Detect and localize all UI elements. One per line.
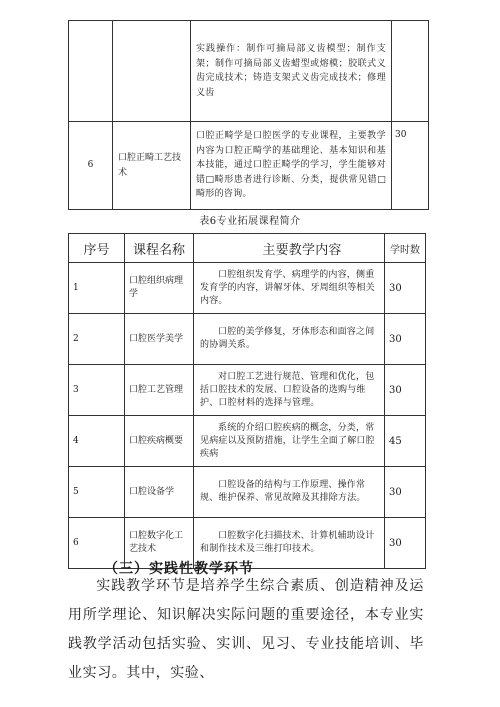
table-caption: 表6专业拓展课程简介 <box>199 216 301 227</box>
course-content: 口腔设备的结构与工作原理、操作常规、维护保养、常见故障及其排除方法。 <box>194 467 385 518</box>
course-number: 3 <box>69 365 125 416</box>
course-name: 口腔医学美学 <box>125 314 194 365</box>
course-hours: 30 <box>385 263 426 314</box>
course-name: 口腔正畸工艺技术 <box>113 122 191 210</box>
course-hours: 45 <box>385 416 426 467</box>
body-paragraph <box>68 572 424 688</box>
table-row <box>69 467 426 518</box>
course-number <box>69 21 113 122</box>
course-name: 口腔设备学 <box>125 467 194 518</box>
column-header: 主要教学内容 <box>194 234 385 263</box>
column-header: 学时数 <box>385 234 426 263</box>
course-number: 5 <box>69 467 125 518</box>
course-hours: 30 <box>385 518 426 569</box>
course-hours: 30 <box>392 122 429 210</box>
course-hours: 30 <box>385 467 426 518</box>
table-row <box>69 122 429 210</box>
column-header: 课程名称 <box>125 234 194 263</box>
paragraph-text: 实践教学环节是培养学生综合素质、创造精神及运用所学理论、知识解决实际问题的重要途径，本专业实践教学活动包括实验、实训、见习、专业技能培训、毕业实习。其中，实验、 <box>68 578 424 681</box>
course-content: 实践操作：制作可摘局部义齿模型；制作支架；制作可摘局部义齿蜡型或熔模；胶联式义齿完成技术；铸造支架式义齿完成技术；修理义齿 <box>191 21 392 122</box>
table-row <box>69 416 426 467</box>
course-content: 口腔数字化扫描技术、计算机辅助设计和制作技术及三维打印技术。 <box>194 518 385 569</box>
table-row <box>69 263 426 314</box>
extension-course-table <box>68 233 426 569</box>
course-number: 2 <box>69 314 125 365</box>
course-hours <box>392 21 429 122</box>
table-row <box>69 314 426 365</box>
course-content: 对口腔工艺进行规范、管理和优化，包括口腔技术的发展、口腔设备的选购与维护、口腔材料的选择与管理。 <box>194 365 385 416</box>
table-row <box>69 365 426 416</box>
course-number: 6 <box>69 122 113 210</box>
course-name: 口腔数字化工艺技术 <box>125 518 194 569</box>
course-hours: 30 <box>385 365 426 416</box>
previous-course-table <box>68 20 429 210</box>
course-name: 口腔疾病概要 <box>125 416 194 467</box>
section-heading: （三）实践性教学环节 <box>104 561 254 577</box>
course-name: 口腔工艺管理 <box>125 365 194 416</box>
course-name: 口腔组织病理学 <box>125 263 194 314</box>
course-content: 口腔正畸学是口腔医学的专业课程，主要教学内容为口腔正畸学的基础理论、基本知识和基本技能，通过口腔正畸学的学习，学生能够对错□畸形患者进行诊断、分类，提供常见错□畸形的咨询。 <box>191 122 392 210</box>
table-row <box>69 21 429 122</box>
course-number: 6 <box>69 518 125 569</box>
course-content: 口腔组织发育学、病理学的内容，侧重发育学的内容，讲解牙体、牙周组织等相关内容。 <box>194 263 385 314</box>
course-name <box>113 21 191 122</box>
course-hours: 30 <box>385 314 426 365</box>
column-header: 序号 <box>69 234 125 263</box>
course-content: 系统的介绍口腔疾病的概念，分类，常见病症以及预防措施，让学生全面了解口腔疾病 <box>194 416 385 467</box>
course-content: 口腔的美学修复，牙体形态和面容之间的协调关系。 <box>194 314 385 365</box>
course-number: 4 <box>69 416 125 467</box>
course-number: 1 <box>69 263 125 314</box>
table-header-row <box>69 234 426 263</box>
